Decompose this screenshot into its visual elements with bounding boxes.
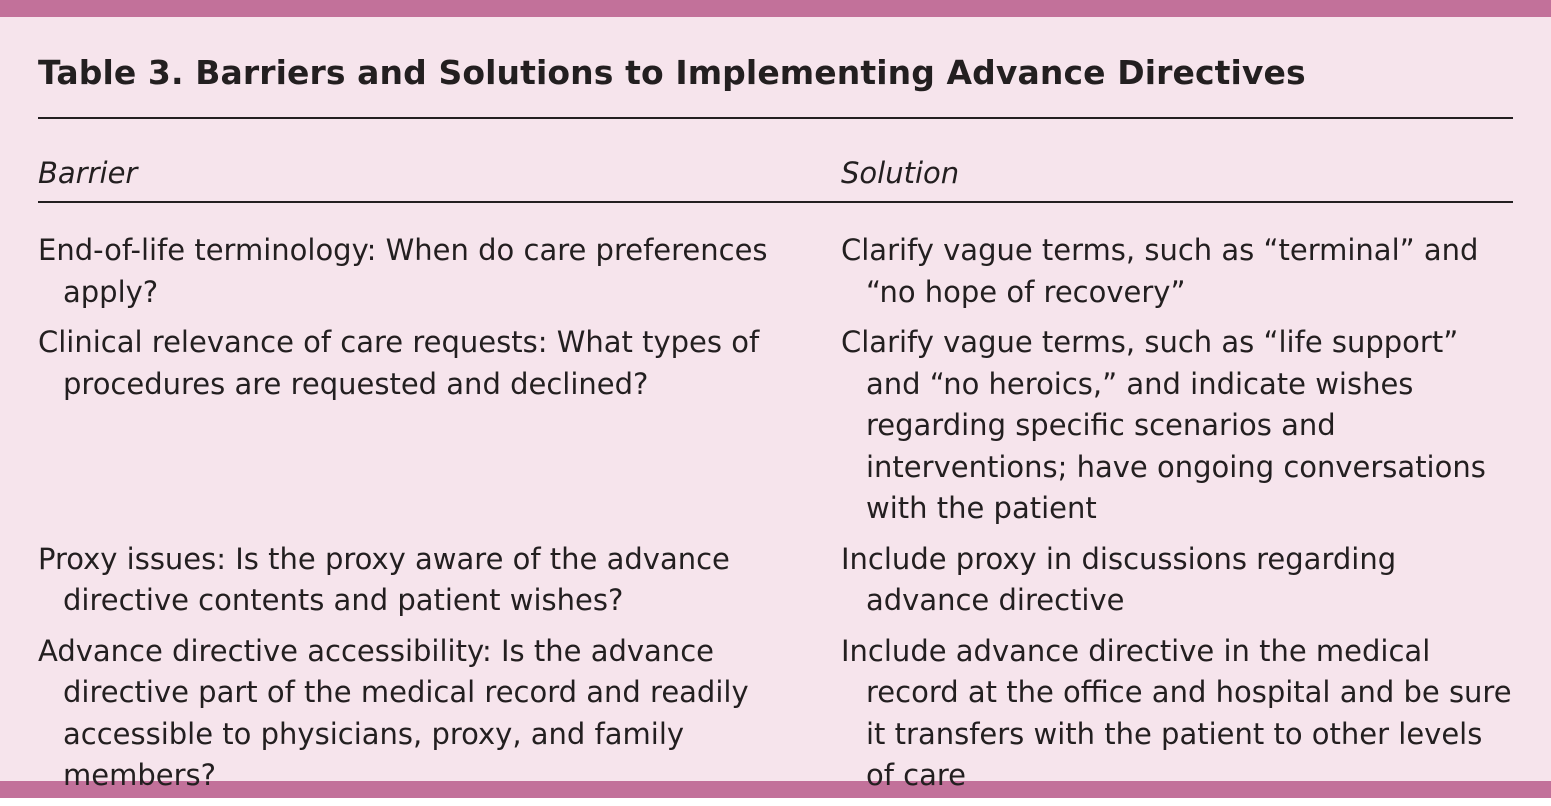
barrier-cell: Advance directive accessibility: Is the advance directive part of the medical record and readily accessible to physicians, proxy, and family members? <box>38 633 749 792</box>
solution-cell: Clarify vague terms, such as “life support” and “no heroics,” and indicate wishes regarding specific scenarios and interventions; have ongoing conversations with the patient <box>841 325 1486 525</box>
column-header-solution: Solution <box>841 156 960 190</box>
barrier-cell: Proxy issues: Is the proxy aware of the advance directive contents and patient wishes? <box>38 541 730 617</box>
table-row <box>38 230 1513 313</box>
table-title: Table 3. Barriers and Solutions to Implementing Advance Directives <box>38 53 1306 92</box>
title-divider <box>38 117 1513 119</box>
barrier-cell: End-of-life terminology: When do care preferences apply? <box>38 233 768 309</box>
solution-cell: Include proxy in discussions regarding advance directive <box>841 541 1397 617</box>
solution-cell: Include advance directive in the medical record at the office and hospital and be sure it transfers with the patient to other levels of care <box>841 633 1512 792</box>
solution-cell: Clarify vague terms, such as “terminal” and “no hope of recovery” <box>841 233 1479 309</box>
table-row <box>38 322 1513 530</box>
barrier-cell: Clinical relevance of care requests: What types of procedures are requested and declined? <box>38 325 760 401</box>
column-header-barrier: Barrier <box>38 156 138 190</box>
table-row <box>38 631 1513 797</box>
table-row <box>38 539 1513 622</box>
table-body <box>38 230 1513 806</box>
header-divider <box>38 201 1513 203</box>
